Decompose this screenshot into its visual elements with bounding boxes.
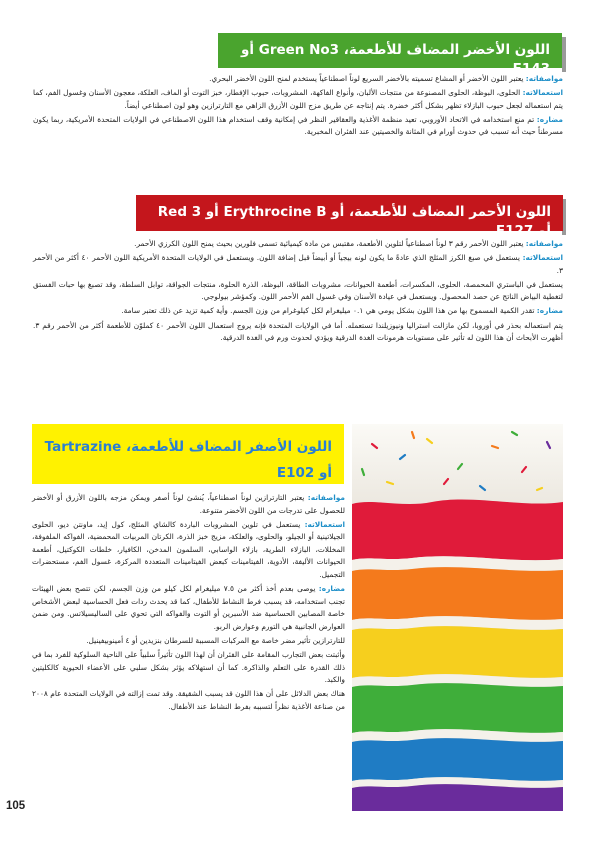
text: يعتبر التارترازين لوناً اصطناعياً، يُنشئ لوناً أصفر ويمكن مزجه باللون الأزرق أو الأخضر للحصول على تدرجات من اللون الأخضر متنوعة. <box>32 493 345 515</box>
yellow-section-body <box>32 492 345 715</box>
green-section-body <box>33 73 563 140</box>
text: الحلوى، البوظة، الحلوى المصنوعة من منتجات الألبان، وأنواع الفاكهة، المشروبات، حبوب الإفطار، خبز التوت أو الماف، العلكة، معجون الأسنان وغسول الفم، كما يتم استعماله لجعل حبوب البازلاء تظهر بشكل أكثر خضرة. يتم إنتاجه عن طريق مزج اللون الأزرق الزاهي مع التارترازين وهو لون اصطناعي أيضاً. <box>33 88 563 110</box>
label-harms: مضاره: <box>536 114 563 124</box>
label-uses: استعمالاته: <box>304 519 345 529</box>
paragraph <box>33 305 563 318</box>
paragraph: وأثبتت بعض التجارب المقامة على الفئران أن لهذا اللون تأثيراً سلبياً على الناحية السلوكية للفرد بما في ذلك القدرة على التعلم والذاكرة. كما أن استهلاكه يؤثر بشكل سلبي على الأعضاء الحيوية كالكليتين والكبد. <box>32 650 345 685</box>
text: يستعمل في صبغ الكرز المثلج الذي عادةً ما يكون لونه بيجياً أو أبيضاً قبل إضافة اللون. ويستعمل في الولايات المتحدة الأمريكية اللون الأحمر ٤٠ أكثر من الأحمر ٣. <box>33 253 563 275</box>
label-uses: استعمالاته: <box>522 88 563 98</box>
label-harms: مضاره: <box>318 584 346 594</box>
green-section-title: اللون الأخضر المضاف للأطعمة، Green No3 أو E143 <box>218 33 562 68</box>
yellow-section-title: اللون الأصفر المضاف للأطعمة، Tartrazine أو E102 <box>32 424 344 484</box>
red-section-title: اللون الأحمر المضاف للأطعمة، أو Erythrocine B أو Red 3 أو E127 <box>136 195 563 231</box>
label-uses: استعمالاته: <box>522 253 563 263</box>
paragraph: للتارترازين تأثير مضر خاصة مع المركبات المسببة للسرطان بنزيدين أو ٤ أمينوبيفينيل. <box>86 636 345 646</box>
paragraph <box>33 87 563 112</box>
text: يوصى بعدم أخذ أكثر من ٧.٥ ميليغرام لكل كيلو من وزن الجسم، لكن تتصح بعض الهيئات تجنب استخدامه، قد يسبب فرط النشاط للأطفال، كما قد يحدث ردات فعل الحساسية لبعض الأشخاص خاصة المصابين الحساسية ضد الأسبرين أو التوت والفواكه التي تحوي على الساليسيلاتس. ومن ضمن العوارض الجانبية هي التورم وعوارض الربو. <box>32 584 345 631</box>
text: يستعمل في تلوين المشروبات الباردة كالشاي المثلج، كول إيد، ماونتن ديو، الحلوى الجيلاتينية أو الجيلو، والحلوى، والعلكة، مزيج خبز الذرة، الكرتان المربيات المحمضية، الفواكه الملفوفة، المخللات، البازلاء الطرية، بازلاء الواسابي، السلمون المدخن، الكافيار، خلطات الكوكتيل، أطعمة الحيوانات الأليفة، الأدوية، الفيتامينات كبعض الفيتامينات المتعددة المركزة، غسول الفم، مستحضرات التجميل. <box>32 519 345 580</box>
paragraph <box>32 519 345 582</box>
label-harms: مضاره: <box>536 306 563 316</box>
paragraph: هناك بعض الدلائل على أن هذا اللون قد يسبب الشقيقة. وقد تمت إزالته في الولايات المتحدة عام ٢٠٠٨ من صناعة الأغذية نظراً لتسببه بفرط النشاط عند الأطفال. <box>32 689 345 711</box>
banner-shadow <box>562 37 566 72</box>
paragraph <box>32 583 345 633</box>
paragraph <box>33 73 563 86</box>
paragraph: يتم استعماله بحذر في أوروبا، لكن مازالت استراليا ونيوزيلندا تستعمله. أما في الولايات المتحدة فإنه يروج استعمال اللون الأحمر ٤٠ كملوّن للأطعمة أكثر من الأحمر رقم ٣. أظهرت الأبحاث أن هذا اللون له تأثير على مستويات هرمونات الغدة الدرقية ويؤدي لحدوث ورم في الغدة الدرقية. <box>33 320 563 343</box>
label-specs: مواصفاته: <box>525 74 563 83</box>
paragraph <box>33 114 563 139</box>
rainbow-cake-illustration <box>352 424 563 811</box>
text: يعتبر اللون الأحمر رقم ٣ لوناً اصطناعياً لتلوين الأطعمة، مقتبس من مادة كيميائية تسمى فلورين بحيث يمنح اللون الكرزي الأحمر. <box>134 239 526 248</box>
rainbow-cake-photo <box>352 424 563 811</box>
paragraph <box>32 492 345 517</box>
text: تم منع استخدامه في الاتحاد الأوروبي، تعيد منظمة الأغذية والعقاقير النظر في إمكانية وقف استخدام هذا اللون الاصطناعي في الولايات المتحدة الأمريكية، ربما يكون مسرطناً حيث أنه تسبب في حدوث أورام في المثانة والخصيتين عند الفئران المخبرية. <box>33 114 563 137</box>
paragraph: يستعمل في الباستري المحمصة، الحلوى، المكسرات، أطعمة الحيوانات، مشروبات الطاقة، البوظة، الذرة الحلوة، منتجات الجواقة، توابل السلطة، وقد تصبغ بها حبات الفستق لتغطية البياض الناتج عن حصد المحصول. ويستعمل في عيادة الأسنان وفي غسول الفم الأحمر اللون. وكمؤشر بيولوجي. <box>33 279 563 302</box>
page-number: 105 <box>6 800 26 812</box>
paragraph <box>33 252 563 277</box>
label-specs: مواصفاته: <box>307 493 345 502</box>
text: تقدر الكمية المسموح بها من هذا اللون بشكل يومي هي ٠.١ ميليغرام لكل كيلوغرام من وزن الجسم. وأية كمية تزيد عن ذلك تعتبر سامة. <box>121 306 537 316</box>
red-section-body <box>33 238 563 346</box>
label-specs: مواصفاته: <box>525 239 563 248</box>
paragraph <box>33 238 563 251</box>
text: يعتبر اللون الأخضر أو المشاع تسميته بالأخضر السريع لوناً اصطناعياً يستخدم لمنح اللون الأخضر البحري. <box>209 74 526 83</box>
